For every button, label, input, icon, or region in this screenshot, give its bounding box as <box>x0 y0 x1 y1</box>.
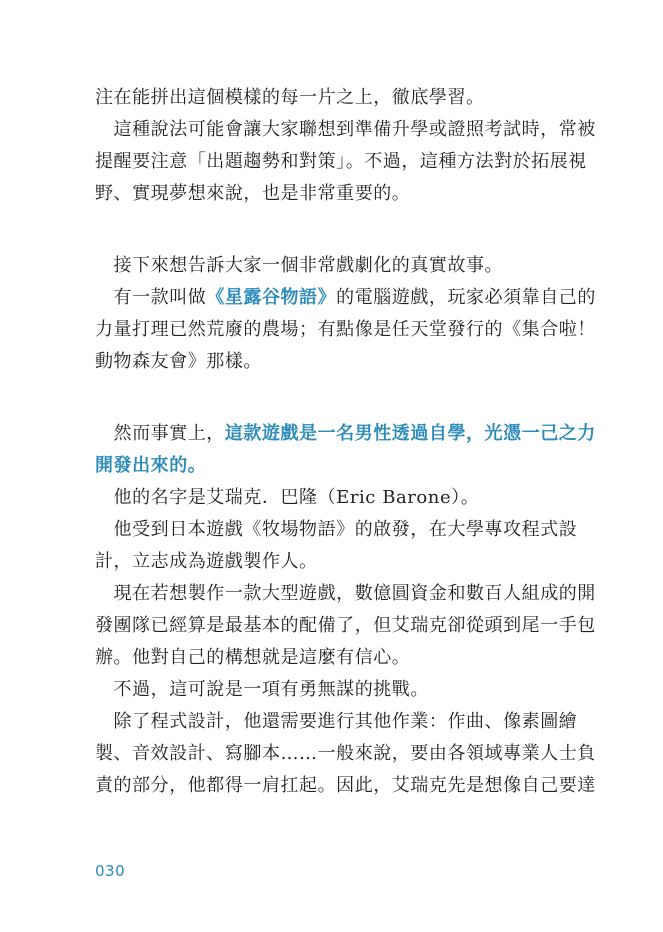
text-line <box>95 282 596 314</box>
text-line <box>95 250 575 282</box>
text-segment: 然而事實上， <box>95 423 225 444</box>
text-segment: 發團隊已經算是最基本的配備了，但艾瑞克卻從頭到尾一手包 <box>95 615 596 636</box>
page-number: 030 <box>95 862 126 880</box>
text-line <box>95 514 578 546</box>
emphasized-text: 這款遊戲是一名男性透過自學，光憑一己之力 <box>224 423 596 444</box>
paragraph <box>95 418 596 482</box>
text-segment: 接下來想告訴大家一個非常戲劇化的真實故事。 <box>95 255 504 276</box>
text-segment: 這種說法可能會讓大家聯想到準備升學或證照考試時，常被 <box>95 119 596 140</box>
paragraph <box>95 482 575 514</box>
text-line <box>95 346 575 378</box>
text-line <box>95 114 596 146</box>
paragraph-gap <box>95 378 575 418</box>
text-line <box>95 178 575 210</box>
text-segment: 野、實現夢想來說，也是非常重要的。 <box>95 183 411 204</box>
text-segment: 他的名字是艾瑞克．巴隆（Eric Barone）。 <box>95 487 480 508</box>
paragraph <box>95 706 596 802</box>
paragraph <box>95 282 596 378</box>
text-segment: 有一款叫做 <box>95 287 207 308</box>
text-segment: 責的部分，他都得一肩扛起。因此，艾瑞克先是想像自己要達 <box>95 775 596 796</box>
text-segment: 的電腦遊戲，玩家必須靠自己的 <box>336 287 596 308</box>
paragraph <box>95 82 575 114</box>
paragraph <box>95 674 575 706</box>
text-line <box>95 482 575 514</box>
text-segment: 力量打理已然荒廢的農場；有點像是任天堂發行的《集合啦！ <box>95 319 596 340</box>
paragraph <box>95 578 596 674</box>
text-line <box>95 82 575 114</box>
paragraph <box>95 514 578 578</box>
text-segment: 動物森友會》那樣。 <box>95 351 262 372</box>
text-line <box>95 578 596 610</box>
text-segment: 辦。他對自己的構想就是這麼有信心。 <box>95 647 411 668</box>
text-line <box>95 770 596 802</box>
paragraph-gap <box>95 210 575 250</box>
text-line <box>95 450 575 482</box>
emphasized-text: 《星露谷物語》 <box>206 287 337 308</box>
text-line <box>95 706 578 738</box>
paragraph <box>95 250 575 282</box>
text-line <box>95 738 596 770</box>
text-line <box>95 418 596 450</box>
emphasized-text: 開發出來的。 <box>95 455 207 476</box>
text-segment: 不過，這可說是一項有勇無謀的挑戰。 <box>95 679 429 700</box>
text-segment: 計，立志成為遊戲製作人。 <box>95 551 318 572</box>
body-text <box>95 82 596 802</box>
text-segment: 製、音效設計、寫腳本……一般來說，要由各領域專業人士負 <box>95 743 596 764</box>
text-line <box>95 546 575 578</box>
text-segment: 除了程式設計，他還需要進行其他作業：作曲、像素圖繪 <box>95 711 578 732</box>
text-segment: 提醒要注意「出題趨勢和對策」。不過，這種方法對於拓展視 <box>95 151 587 172</box>
text-segment: 現在若想製作一款大型遊戲，數億圓資金和數百人組成的開 <box>95 583 596 604</box>
paragraph <box>95 114 596 210</box>
text-line <box>95 314 596 346</box>
text-segment: 他受到日本遊戲《牧場物語》的啟發，在大學專攻程式設 <box>95 519 578 540</box>
text-line <box>95 674 575 706</box>
text-line <box>95 146 587 178</box>
text-line <box>95 642 575 674</box>
text-line <box>95 610 596 642</box>
text-segment: 注在能拼出這個模樣的每一片之上，徹底學習。 <box>95 87 485 108</box>
